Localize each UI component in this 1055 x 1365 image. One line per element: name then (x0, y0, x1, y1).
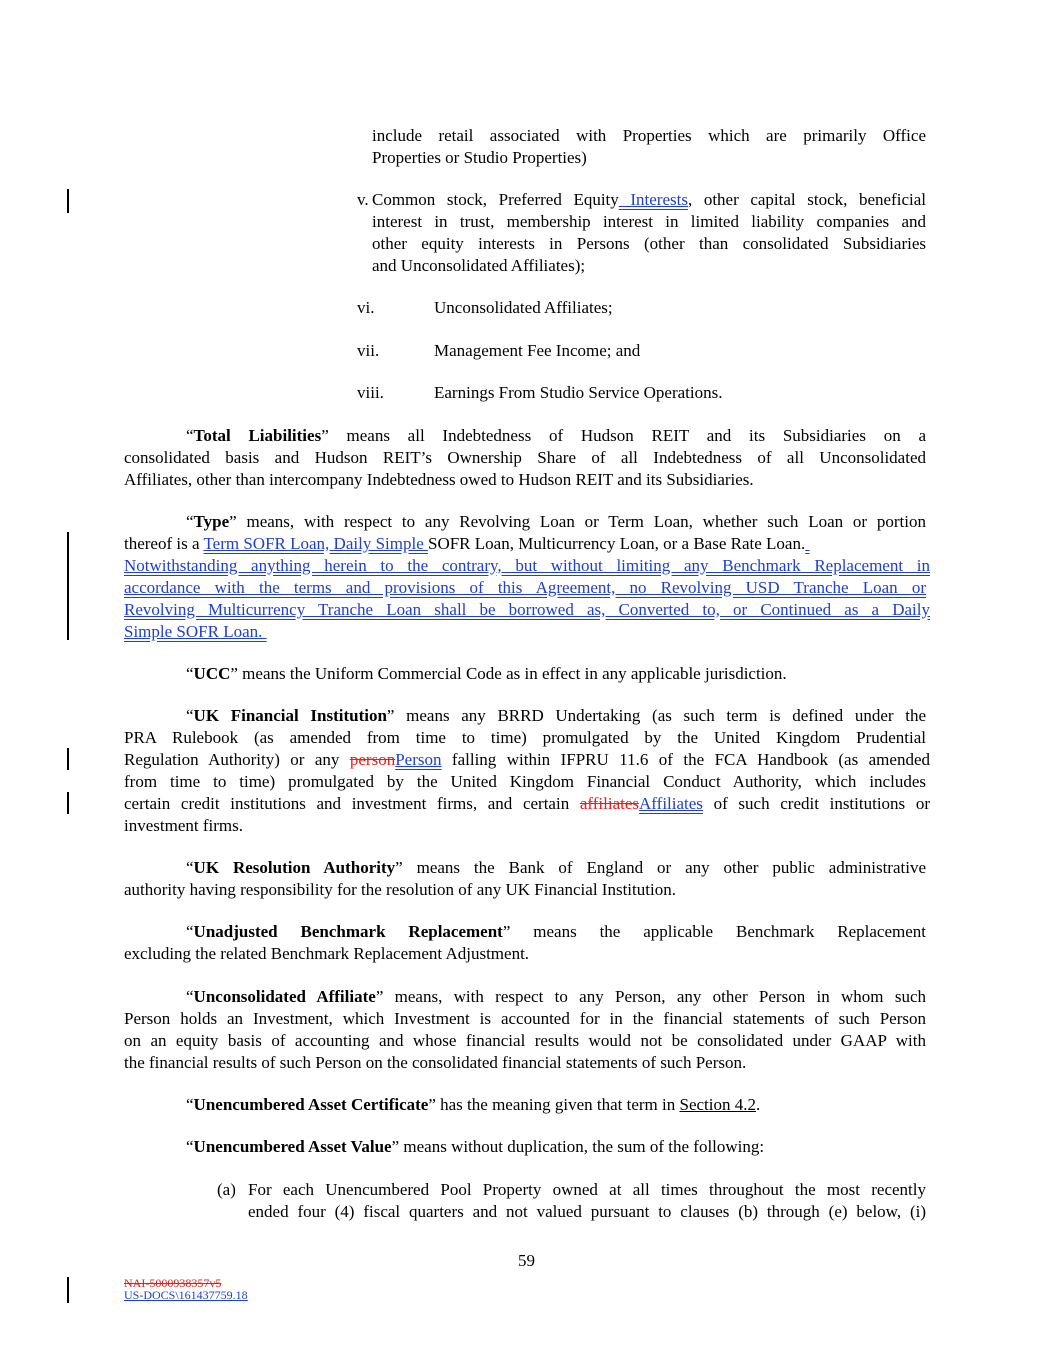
definition-line: from time to time) promulgated by the United Kingdom Financial Conduct Authority, which includes (124, 772, 926, 791)
definition-line: Affiliates, other than intercompany Indebtedness owed to Hudson REIT and its Subsidiaries. (124, 470, 754, 489)
list-item-text: and Unconsolidated Affiliates); (372, 256, 586, 275)
change-bar (67, 189, 69, 213)
inserted-text: accordance with the terms and provisions of this Agreement, no Revolving USD Tranche Loan or (124, 578, 926, 597)
defined-term: UCC (193, 664, 231, 683)
carryover-line: Properties or Studio Properties) (372, 148, 587, 167)
defined-term: Unconsolidated Affiliate (193, 987, 376, 1006)
inserted-text: Revolving Multicurrency Tranche Loan shall be borrowed as, Converted to, or Continued as a Daily (124, 600, 930, 619)
definition-line: excluding the related Benchmark Replacement Adjustment. (124, 944, 530, 963)
definition-unconsolidated-affiliate: “Unconsolidated Affiliate” means, with respect to any Person, any other Person in whom such (186, 987, 926, 1006)
list-item-text: Management Fee Income; and (434, 341, 641, 360)
definition-total-liabilities: “Total Liabilities” means all Indebtedness of Hudson REIT and its Subsidiaries on a (186, 426, 926, 445)
clause-text: ended four (4) fiscal quarters and not valued pursuant to clauses (b) through (e) below, (i) (248, 1202, 926, 1221)
inserted-text: Notwithstanding anything herein to the contrary, but without limiting any Benchmark Replacement in (124, 556, 930, 575)
definition-unadjusted-benchmark-replacement: “Unadjusted Benchmark Replacement” means the applicable Benchmark Replacement (186, 922, 926, 941)
inserted-text (805, 534, 809, 553)
list-number: viii. (357, 383, 384, 402)
inserted-text: Simple SOFR Loan. (124, 622, 267, 641)
inserted-text: Person (395, 750, 442, 769)
definition-unencumbered-asset-value: “Unencumbered Asset Value” means without duplication, the sum of the following: (186, 1137, 765, 1156)
inserted-text: Affiliates (639, 794, 703, 813)
deleted-text: affiliates (579, 794, 640, 813)
defined-term: UK Financial Institution (193, 706, 387, 725)
list-item-text: interest in trust, membership interest in limited liability companies and (372, 212, 926, 231)
defined-term: Unadjusted Benchmark Replacement (193, 922, 503, 941)
definition-line: consolidated basis and Hudson REIT’s Ownership Share of all Indebtedness of all Unconsolidated (124, 448, 926, 467)
list-item-text: Unconsolidated Affiliates; (434, 298, 613, 317)
section-reference: Section 4.2 (679, 1095, 756, 1114)
defined-term: UK Resolution Authority (193, 858, 396, 877)
list-item-text: Common stock, Preferred Equity Interests, other capital stock, beneficial (372, 190, 926, 209)
inserted-text: Interests (618, 190, 688, 209)
change-bar (67, 532, 69, 640)
definition-uk-resolution-authority: “UK Resolution Authority” means the Bank of England or any other public administrative (186, 858, 927, 877)
defined-term: Unencumbered Asset Certificate (193, 1095, 429, 1114)
change-bar (67, 748, 69, 770)
list-item-text: Earnings From Studio Service Operations. (434, 383, 723, 402)
definition-line: thereof is a Term SOFR Loan, Daily Simple SOFR Loan, Multicurrency Loan, or a Base Rate Loan. (124, 533, 809, 555)
clause-number: (a) (217, 1180, 236, 1199)
doc-id-deleted: NAI-5000938357v5 (124, 1276, 222, 1290)
list-number: vi. (357, 298, 375, 317)
change-bar (67, 1277, 69, 1303)
list-number: vii. (357, 341, 380, 360)
defined-term: Total Liabilities (193, 426, 322, 445)
definition-line: on an equity basis of accounting and whose financial results would not be consolidated under GAAP with (124, 1031, 926, 1050)
definition-ucc: “UCC” means the Uniform Commercial Code as in effect in any applicable jurisdiction. (186, 664, 787, 683)
list-number: v. (357, 190, 369, 209)
definition-line: certain credit institutions and investment firms, and certain affiliatesAffiliates of such credit institutions or (124, 794, 930, 813)
defined-term: Unencumbered Asset Value (193, 1137, 392, 1156)
clause-text: For each Unencumbered Pool Property owned at all times throughout the most recently (248, 1180, 926, 1199)
deleted-text: person (349, 750, 396, 769)
carryover-line: include retail associated with Properties which are primarily Office (372, 126, 926, 145)
definition-unencumbered-asset-certificate: “Unencumbered Asset Certificate” has the meaning given that term in Section 4.2. (186, 1095, 761, 1114)
definition-uk-financial-institution: “UK Financial Institution” means any BRRD Undertaking (as such term is defined under the (186, 706, 926, 725)
definition-line: PRA Rulebook (as amended from time to time) promulgated by the United Kingdom Prudential (124, 728, 926, 747)
definition-line: authority having responsibility for the resolution of any UK Financial Institution. (124, 880, 676, 899)
inserted-text: Term SOFR Loan, Daily Simple (203, 534, 428, 553)
list-item-text: other equity interests in Persons (other than consolidated Subsidiaries (372, 234, 926, 253)
page-number: 59 (518, 1251, 535, 1270)
change-bar (67, 792, 69, 814)
definition-line: Regulation Authority) or any personPerson falling within IFPRU 11.6 of the FCA Handbook (as amended (124, 750, 930, 769)
definition-line: the financial results of such Person on the consolidated financial statements of such Person. (124, 1053, 747, 1072)
definition-line: Person holds an Investment, which Investment is accounted for in the financial statements of such Person (124, 1009, 926, 1028)
doc-id-inserted: US-DOCS\161437759.18 (124, 1288, 248, 1302)
definition-line: investment firms. (124, 816, 243, 835)
defined-term: Type (193, 512, 230, 531)
definition-type: “Type” means, with respect to any Revolving Loan or Term Loan, whether such Loan or portion (186, 512, 926, 531)
